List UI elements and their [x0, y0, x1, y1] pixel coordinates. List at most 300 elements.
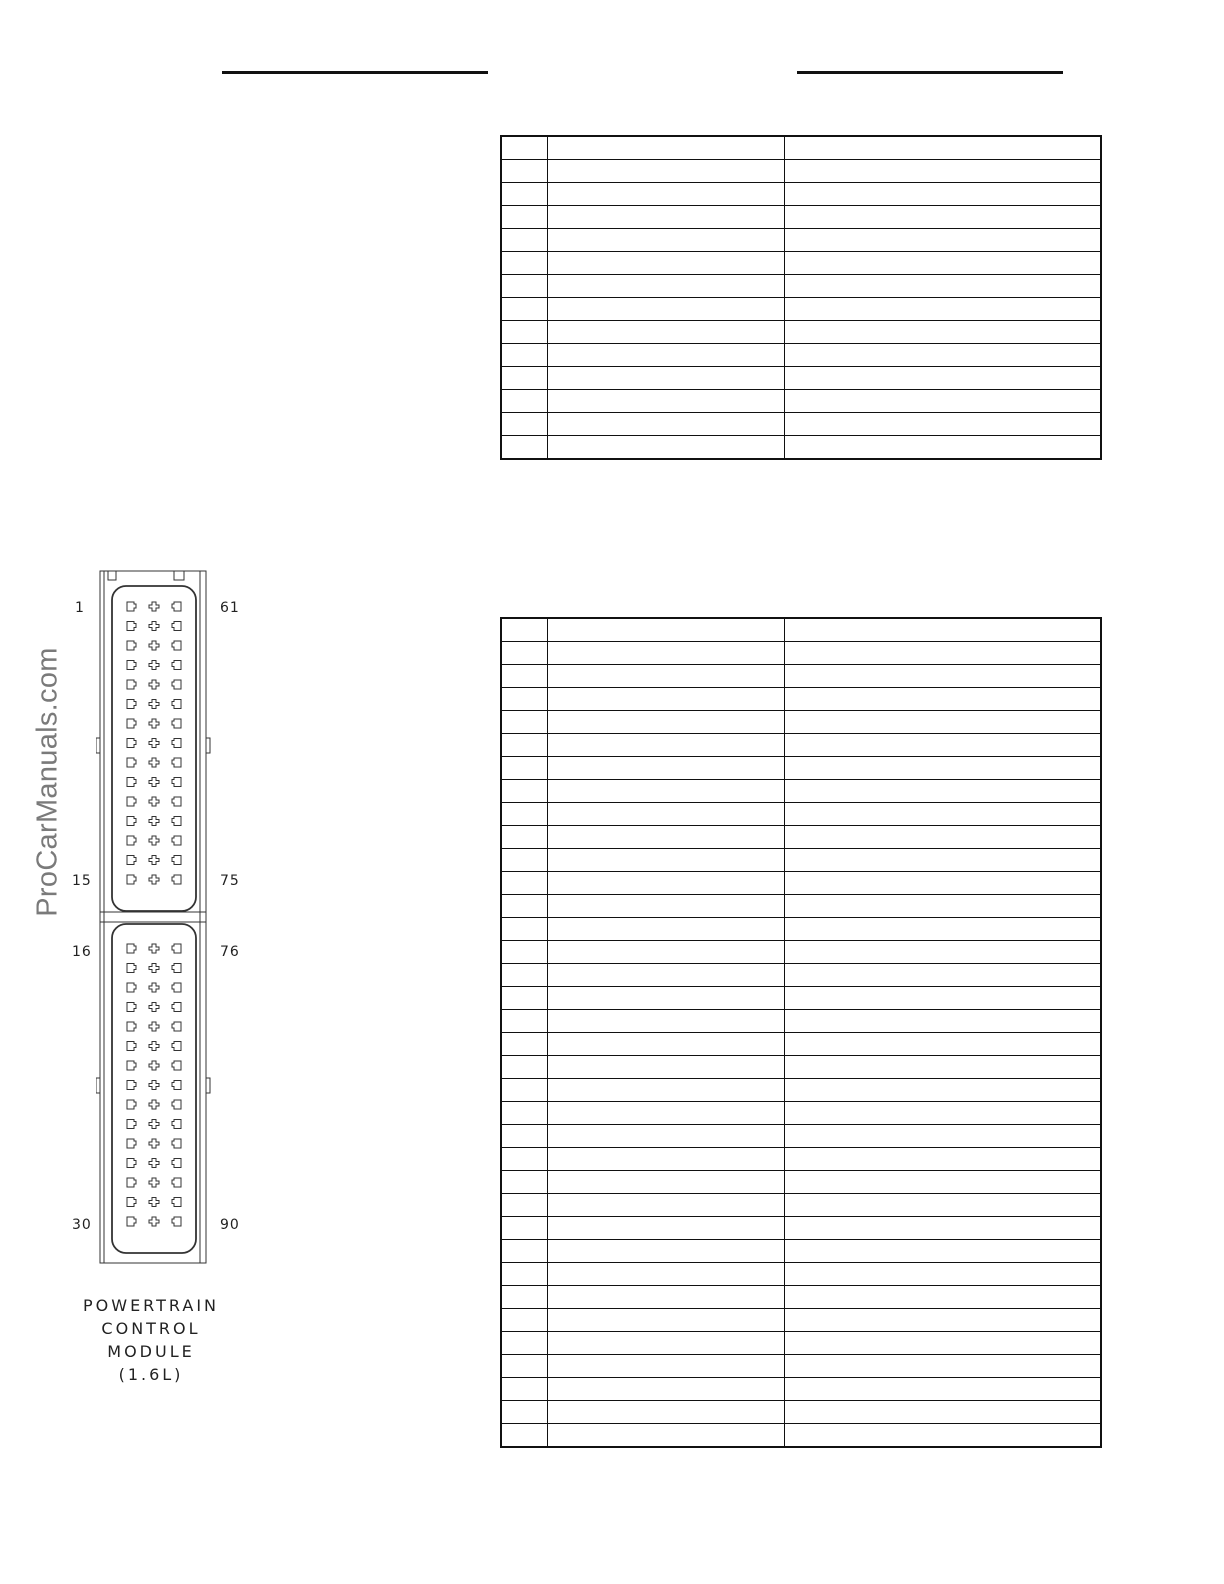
cavity-cell: [501, 390, 547, 413]
cavity-cell: [501, 1332, 547, 1355]
circuit-cell: [547, 1332, 784, 1355]
circuit-cell: [547, 1240, 784, 1263]
pin-cavity-left: [127, 983, 136, 992]
caption-line-3: MODULE: [107, 1342, 195, 1361]
pin-cavity-right: [172, 1178, 181, 1187]
pin-cavity-center: [149, 817, 159, 826]
circuit-cell: [547, 895, 784, 918]
pin-cavity-left: [127, 641, 136, 650]
pin-cavity-left: [127, 1198, 136, 1207]
pin-cavity-left: [127, 1022, 136, 1031]
circuit-cell: [547, 618, 784, 642]
cavity-cell: [501, 229, 547, 252]
circuit-cell: [547, 229, 784, 252]
pin-cavity-center: [149, 1159, 159, 1168]
pin-cavity-center: [149, 739, 159, 748]
table-row: [501, 803, 1101, 826]
function-cell: [784, 1286, 1101, 1309]
table-row: [501, 136, 1101, 160]
side-notch-right-bottom: [206, 1078, 210, 1093]
table-row: [501, 1033, 1101, 1056]
pin-cavity-right: [172, 1198, 181, 1207]
pin-cavity-center: [149, 836, 159, 845]
circuit-cell: [547, 1401, 784, 1424]
circuit-cell: [547, 1424, 784, 1448]
function-cell: [784, 618, 1101, 642]
caption-line-2: CONTROL: [101, 1319, 201, 1338]
cavity-cell: [501, 1194, 547, 1217]
pin-cavity-center: [149, 983, 159, 992]
table-row: [501, 252, 1101, 275]
cavity-cell: [501, 413, 547, 436]
circuit-cell: [547, 367, 784, 390]
cavity-cell: [501, 1378, 547, 1401]
pin-cavity-right: [172, 1061, 181, 1070]
table-row: [501, 206, 1101, 229]
latch-top-right: [174, 571, 184, 580]
function-cell: [784, 1332, 1101, 1355]
pin-cavity-left: [127, 602, 136, 611]
pin-cavity-right: [172, 622, 181, 631]
cavity-cell: [501, 757, 547, 780]
pin-cavity-right: [172, 1003, 181, 1012]
pin-cavity-right: [172, 983, 181, 992]
pin-cavity-right: [172, 964, 181, 973]
circuit-cell: [547, 734, 784, 757]
function-cell: [784, 1056, 1101, 1079]
pin-cavity-left: [127, 622, 136, 631]
table-row: [501, 849, 1101, 872]
circuit-cell: [547, 160, 784, 183]
pin-cavity-left: [127, 1061, 136, 1070]
function-cell: [784, 1240, 1101, 1263]
pin-cavity-right: [172, 856, 181, 865]
function-cell: [784, 321, 1101, 344]
connector-caption: [60, 1294, 242, 1386]
header-rule-right: [797, 71, 1063, 74]
pin-cavity-center: [149, 1120, 159, 1129]
function-cell: [784, 826, 1101, 849]
pin-cavity-center: [149, 1100, 159, 1109]
circuit-cell: [547, 413, 784, 436]
header-rule-left: [222, 71, 488, 74]
cavity-cell: [501, 1401, 547, 1424]
cavity-cell: [501, 964, 547, 987]
function-cell: [784, 1194, 1101, 1217]
cavity-cell: [501, 872, 547, 895]
cavity-cell: [501, 688, 547, 711]
pin-cavity-left: [127, 778, 136, 787]
function-cell: [784, 160, 1101, 183]
circuit-cell: [547, 642, 784, 665]
pin-cavity-center: [149, 622, 159, 631]
cavity-cell: [501, 1010, 547, 1033]
side-notch-left-bottom: [96, 1078, 100, 1093]
pin-cavity-left: [127, 719, 136, 728]
pin-label-75: 75: [220, 873, 240, 889]
function-cell: [784, 1401, 1101, 1424]
connector-housing: [100, 571, 206, 1263]
cavity-cell: [501, 1148, 547, 1171]
pin-cavity-right: [172, 1100, 181, 1109]
table-row: [501, 1102, 1101, 1125]
pin-cavity-center: [149, 700, 159, 709]
function-cell: [784, 1079, 1101, 1102]
pin-cavity-right: [172, 1139, 181, 1148]
table-row: [501, 183, 1101, 206]
pin-cavity-center: [149, 856, 159, 865]
pin-cavity-center: [149, 944, 159, 953]
circuit-cell: [547, 1286, 784, 1309]
circuit-cell: [547, 826, 784, 849]
table-row: [501, 1263, 1101, 1286]
cavity-cell: [501, 642, 547, 665]
table-row: [501, 1079, 1101, 1102]
pin-cavity-left: [127, 797, 136, 806]
pin-cavity-left: [127, 1120, 136, 1129]
cavity-cell: [501, 136, 547, 160]
function-cell: [784, 298, 1101, 321]
cavity-cell: [501, 1125, 547, 1148]
pin-cavity-center: [149, 1061, 159, 1070]
pin-cavity-left: [127, 1003, 136, 1012]
pin-cavity-right: [172, 680, 181, 689]
table-row: [501, 1148, 1101, 1171]
function-cell: [784, 367, 1101, 390]
cavity-cell: [501, 941, 547, 964]
function-cell: [784, 1424, 1101, 1448]
function-cell: [784, 918, 1101, 941]
pin-cavity-left: [127, 817, 136, 826]
circuit-cell: [547, 1056, 784, 1079]
latch-top-left: [108, 571, 116, 580]
pin-cavity-left: [127, 836, 136, 845]
pin-cavity-center: [149, 719, 159, 728]
function-cell: [784, 872, 1101, 895]
circuit-cell: [547, 1194, 784, 1217]
cavity-cell: [501, 160, 547, 183]
pin-cavity-right: [172, 739, 181, 748]
table-row: [501, 1378, 1101, 1401]
function-cell: [784, 1217, 1101, 1240]
function-cell: [784, 642, 1101, 665]
function-cell: [784, 413, 1101, 436]
pin-cavity-left: [127, 1081, 136, 1090]
table-row: [501, 1010, 1101, 1033]
table-row: [501, 826, 1101, 849]
pin-cavity-right: [172, 1159, 181, 1168]
cavity-cell: [501, 1240, 547, 1263]
function-cell: [784, 183, 1101, 206]
function-cell: [784, 734, 1101, 757]
pin-cavity-right: [172, 661, 181, 670]
pin-cavity-right: [172, 1042, 181, 1051]
pin-cavity-right: [172, 719, 181, 728]
circuit-cell: [547, 665, 784, 688]
circuit-cell: [547, 1125, 784, 1148]
pinout-table-top: [500, 135, 1102, 460]
table-row: [501, 780, 1101, 803]
table-row: [501, 1309, 1101, 1332]
lower-cavity: [112, 924, 196, 1253]
table-row: [501, 1424, 1101, 1448]
pin-cavity-center: [149, 758, 159, 767]
pin-cavity-right: [172, 758, 181, 767]
table-row: [501, 918, 1101, 941]
pin-cavity-left: [127, 1042, 136, 1051]
function-cell: [784, 895, 1101, 918]
function-cell: [784, 1263, 1101, 1286]
pin-cavity-left: [127, 944, 136, 953]
caption-line-1: POWERTRAIN: [83, 1296, 219, 1315]
circuit-cell: [547, 872, 784, 895]
pin-cavity-right: [172, 875, 181, 884]
pin-cavity-right: [172, 1217, 181, 1226]
cavity-cell: [501, 1309, 547, 1332]
pin-cavity-left: [127, 661, 136, 670]
circuit-cell: [547, 436, 784, 460]
circuit-cell: [547, 183, 784, 206]
cavity-cell: [501, 918, 547, 941]
pin-grid-bottom: [127, 944, 181, 1226]
pin-cavity-center: [149, 1217, 159, 1226]
pin-cavity-center: [149, 1139, 159, 1148]
table-row: [501, 642, 1101, 665]
cavity-cell: [501, 780, 547, 803]
pin-label-16: 16: [72, 944, 92, 960]
pin-cavity-center: [149, 875, 159, 884]
pin-cavity-center: [149, 1003, 159, 1012]
pin-cavity-left: [127, 856, 136, 865]
circuit-cell: [547, 1217, 784, 1240]
cavity-cell: [501, 803, 547, 826]
pin-cavity-center: [149, 1022, 159, 1031]
table-row: [501, 964, 1101, 987]
table-row: [501, 1286, 1101, 1309]
circuit-cell: [547, 688, 784, 711]
circuit-cell: [547, 1033, 784, 1056]
function-cell: [784, 390, 1101, 413]
function-cell: [784, 252, 1101, 275]
pin-cavity-right: [172, 1081, 181, 1090]
circuit-cell: [547, 1148, 784, 1171]
pin-cavity-left: [127, 1159, 136, 1168]
table-row: [501, 275, 1101, 298]
table-row: [501, 367, 1101, 390]
pin-cavity-right: [172, 836, 181, 845]
cavity-cell: [501, 826, 547, 849]
function-cell: [784, 344, 1101, 367]
cavity-cell: [501, 665, 547, 688]
circuit-cell: [547, 321, 784, 344]
cavity-cell: [501, 1286, 547, 1309]
pin-cavity-center: [149, 1178, 159, 1187]
function-cell: [784, 941, 1101, 964]
pin-cavity-left: [127, 700, 136, 709]
connector-divider: [100, 912, 206, 922]
function-cell: [784, 987, 1101, 1010]
circuit-cell: [547, 1102, 784, 1125]
table-row: [501, 1056, 1101, 1079]
function-cell: [784, 229, 1101, 252]
function-cell: [784, 436, 1101, 460]
table-row: [501, 413, 1101, 436]
circuit-cell: [547, 1355, 784, 1378]
circuit-cell: [547, 390, 784, 413]
pin-cavity-center: [149, 680, 159, 689]
function-cell: [784, 1033, 1101, 1056]
table-row: [501, 1355, 1101, 1378]
pin-label-15: 15: [72, 873, 92, 889]
pin-cavity-right: [172, 778, 181, 787]
function-cell: [784, 1148, 1101, 1171]
table-row: [501, 734, 1101, 757]
pin-cavity-right: [172, 641, 181, 650]
pin-cavity-right: [172, 1120, 181, 1129]
cavity-cell: [501, 298, 547, 321]
pin-cavity-left: [127, 680, 136, 689]
function-cell: [784, 206, 1101, 229]
cavity-cell: [501, 734, 547, 757]
pin-cavity-right: [172, 797, 181, 806]
cavity-cell: [501, 344, 547, 367]
function-cell: [784, 1102, 1101, 1125]
table-row: [501, 1125, 1101, 1148]
upper-cavity: [112, 586, 196, 911]
function-cell: [784, 1010, 1101, 1033]
caption-line-4: (1.6L): [118, 1365, 184, 1384]
table-row: [501, 987, 1101, 1010]
cavity-cell: [501, 206, 547, 229]
pin-grid-top: [127, 602, 181, 884]
function-cell: [784, 665, 1101, 688]
table-row: [501, 436, 1101, 460]
circuit-cell: [547, 941, 784, 964]
table-row: [501, 618, 1101, 642]
pin-label-30: 30: [72, 1217, 92, 1233]
cavity-cell: [501, 618, 547, 642]
cavity-cell: [501, 849, 547, 872]
pin-cavity-right: [172, 602, 181, 611]
function-cell: [784, 964, 1101, 987]
circuit-cell: [547, 711, 784, 734]
pin-label-90: 90: [220, 1217, 240, 1233]
circuit-cell: [547, 1171, 784, 1194]
function-cell: [784, 757, 1101, 780]
cavity-cell: [501, 367, 547, 390]
function-cell: [784, 1171, 1101, 1194]
circuit-cell: [547, 803, 784, 826]
table-row: [501, 941, 1101, 964]
table-row: [501, 1217, 1101, 1240]
circuit-cell: [547, 780, 784, 803]
pin-cavity-center: [149, 1042, 159, 1051]
table-row: [501, 688, 1101, 711]
table-row: [501, 757, 1101, 780]
table-row: [501, 872, 1101, 895]
pin-cavity-center: [149, 641, 159, 650]
cavity-cell: [501, 711, 547, 734]
circuit-cell: [547, 1378, 784, 1401]
function-cell: [784, 1125, 1101, 1148]
function-cell: [784, 1378, 1101, 1401]
pin-cavity-center: [149, 1081, 159, 1090]
cavity-cell: [501, 987, 547, 1010]
cavity-cell: [501, 183, 547, 206]
circuit-cell: [547, 757, 784, 780]
cavity-cell: [501, 321, 547, 344]
pin-cavity-center: [149, 602, 159, 611]
circuit-cell: [547, 964, 784, 987]
cavity-cell: [501, 436, 547, 460]
function-cell: [784, 803, 1101, 826]
cavity-cell: [501, 1263, 547, 1286]
function-cell: [784, 136, 1101, 160]
pin-label-61: 61: [220, 600, 240, 616]
pin-cavity-left: [127, 875, 136, 884]
function-cell: [784, 688, 1101, 711]
cavity-cell: [501, 1033, 547, 1056]
table-row: [501, 1240, 1101, 1263]
pin-cavity-center: [149, 778, 159, 787]
cavity-cell: [501, 895, 547, 918]
circuit-cell: [547, 252, 784, 275]
table-row: [501, 390, 1101, 413]
function-cell: [784, 1309, 1101, 1332]
circuit-cell: [547, 275, 784, 298]
cavity-cell: [501, 275, 547, 298]
table-row: [501, 1332, 1101, 1355]
circuit-cell: [547, 1010, 784, 1033]
pin-label-1: 1: [75, 600, 85, 616]
table-row: [501, 229, 1101, 252]
pin-cavity-right: [172, 944, 181, 953]
circuit-cell: [547, 918, 784, 941]
pin-cavity-left: [127, 758, 136, 767]
circuit-cell: [547, 298, 784, 321]
table-row: [501, 1171, 1101, 1194]
pin-cavity-center: [149, 661, 159, 670]
pinout-table-bottom: [500, 617, 1102, 1448]
table-row: [501, 1194, 1101, 1217]
watermark-text: ProCarManuals.com: [31, 647, 64, 917]
function-cell: [784, 275, 1101, 298]
function-cell: [784, 711, 1101, 734]
function-cell: [784, 849, 1101, 872]
circuit-cell: [547, 1309, 784, 1332]
circuit-cell: [547, 1079, 784, 1102]
circuit-cell: [547, 206, 784, 229]
cavity-cell: [501, 1355, 547, 1378]
pin-cavity-left: [127, 1178, 136, 1187]
cavity-cell: [501, 1056, 547, 1079]
table-row: [501, 665, 1101, 688]
pin-cavity-right: [172, 1022, 181, 1031]
table-row: [501, 344, 1101, 367]
pin-cavity-left: [127, 739, 136, 748]
circuit-cell: [547, 136, 784, 160]
circuit-cell: [547, 344, 784, 367]
cavity-cell: [501, 1102, 547, 1125]
function-cell: [784, 1355, 1101, 1378]
circuit-cell: [547, 987, 784, 1010]
side-notch-right-top: [206, 738, 210, 753]
side-notch-left-top: [96, 738, 100, 753]
table-row: [501, 895, 1101, 918]
pin-cavity-right: [172, 817, 181, 826]
cavity-cell: [501, 1079, 547, 1102]
cavity-cell: [501, 1424, 547, 1448]
